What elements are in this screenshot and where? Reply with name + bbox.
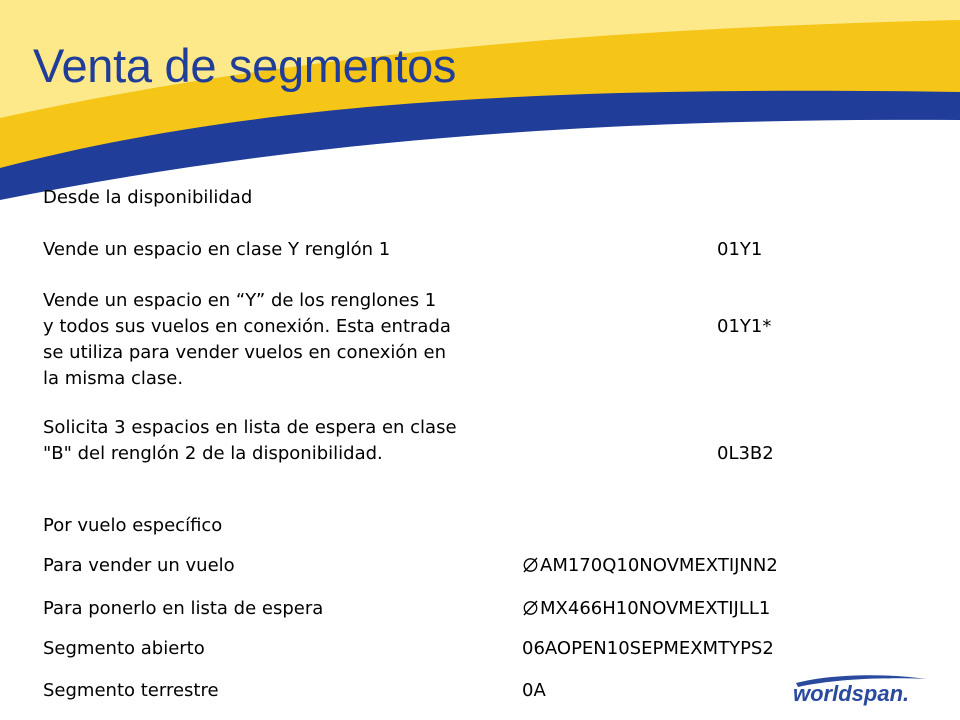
specific-row-2-code: MX466H10NOVMEXTIJLL1 — [540, 598, 771, 619]
specific-row-4-label: Segmento terrestre — [43, 680, 219, 701]
entry2-desc-line-3: se utiliza para vender vuelos en conexión en — [43, 342, 447, 363]
specific-heading: Por vuelo específico — [43, 515, 223, 536]
specific-row-2-code-wrap — [522, 596, 770, 622]
entry2-desc-line-2: y todos sus vuelos en conexión. Esta entrada — [43, 316, 451, 337]
entry2-code: 01Y1* — [717, 316, 772, 337]
entry3-desc-line-2: "B" del renglón 2 de la disponibilidad. — [43, 443, 383, 464]
entry3-desc-line-1: Solicita 3 espacios en lista de espera en clase — [43, 417, 457, 438]
logo-text: worldspan. — [793, 681, 910, 706]
specific-row-2-label: Para ponerlo en lista de espera — [43, 598, 324, 619]
slide-title: Venta de segmentos — [33, 39, 457, 92]
specific-row-1-code-wrap — [522, 553, 778, 579]
specific-row-4-code: 0A — [522, 680, 546, 701]
worldspan-logo — [790, 670, 930, 710]
availability-heading: Desde la disponibilidad — [43, 187, 253, 208]
entry1-code: 01Y1 — [717, 239, 763, 260]
specific-row-3-label: Segmento abierto — [43, 638, 205, 659]
entry1-desc: Vende un espacio en clase Y renglón 1 — [43, 239, 391, 260]
entry2-desc-line-4: la misma clase. — [43, 368, 184, 389]
specific-row-3-code: 06AOPEN10SEPMEXMTYPS2 — [522, 638, 774, 659]
specific-row-1-code: AM170Q10NOVMEXTIJNN2 — [540, 555, 778, 576]
empty-set-icon — [522, 557, 539, 573]
specific-row-1-label: Para vender un vuelo — [43, 555, 235, 576]
entry2-desc-line-1: Vende un espacio en “Y” de los renglones 1 — [43, 290, 437, 311]
empty-set-icon — [522, 600, 539, 616]
entry3-code: 0L3B2 — [717, 443, 774, 464]
